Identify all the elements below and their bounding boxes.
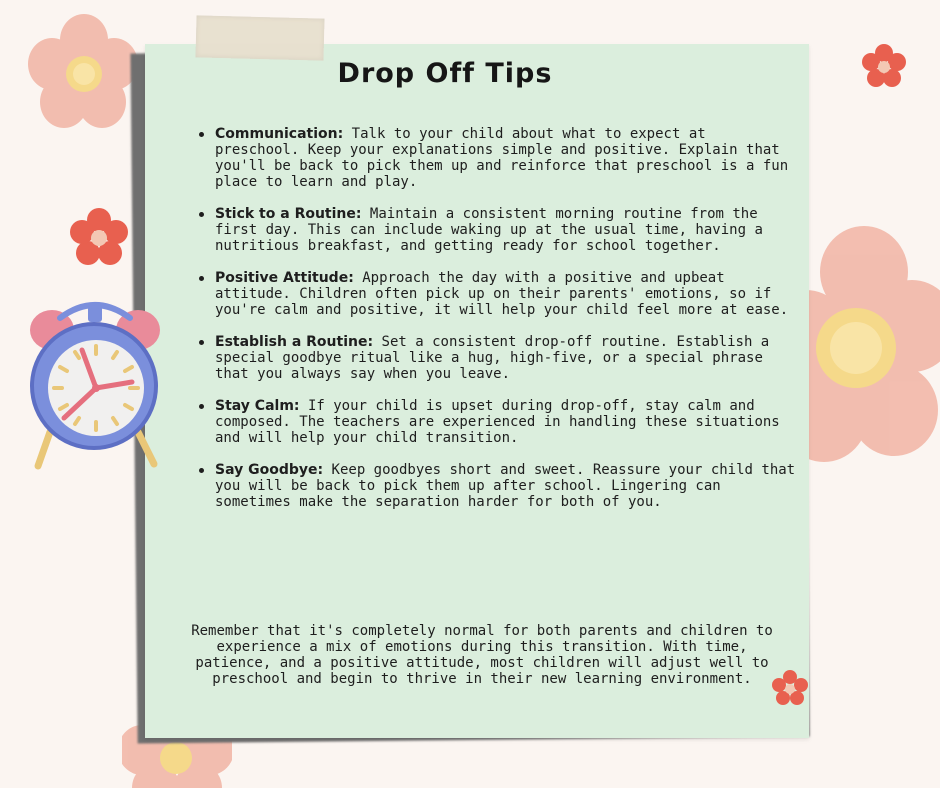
list-item bbox=[196, 334, 796, 382]
closing-paragraph: Remember that it's completely normal for both parents and children to experience a mix of emotions during this transition. With time, patience, and a positive attitude, most children will adjust well to preschool and begin to thrive in their new learning environment. bbox=[191, 623, 773, 687]
tip-heading: Stay Calm: bbox=[215, 398, 300, 414]
tip-heading: Establish a Routine: bbox=[215, 334, 374, 350]
page-title: Drop Off Tips bbox=[337, 58, 553, 89]
list-item bbox=[196, 206, 796, 254]
tip-text: Approach the day with a positive and upbeat attitude. Children often pick up on their parents' emotions, so if you're calm and positive, it will help your child feel more at ease. bbox=[215, 270, 789, 318]
tip-text: Keep goodbyes short and sweet. Reassure your child that you will be back to pick them up after school. Lingering can sometimes make the separation harder for both of you. bbox=[215, 462, 796, 510]
flower-icon-small-left bbox=[70, 208, 128, 266]
tip-text: If your child is upset during drop-off, stay calm and composed. The teachers are experienced in handling these situations and will help your child transition. bbox=[215, 398, 780, 446]
list-item bbox=[196, 398, 796, 446]
tape-strip bbox=[195, 15, 324, 60]
list-item bbox=[196, 462, 796, 510]
tip-text: Talk to your child about what to expect at preschool. Keep your explanations simple and positive. Explain that you'll be back to pick them up and reinforce that preschool is a fun place to learn and play. bbox=[215, 126, 789, 190]
alarm-clock-icon bbox=[20, 286, 170, 478]
tip-heading: Communication: bbox=[215, 126, 344, 142]
tip-text: Set a consistent drop-off routine. Establish a special goodbye ritual like a hug, high-five, or a special phrase that you always say when you leave. bbox=[215, 334, 770, 382]
tips-list bbox=[196, 126, 796, 526]
tip-heading: Say Goodbye: bbox=[215, 462, 324, 478]
tip-text: Maintain a consistent morning routine from the first day. This can include waking up at the usual time, having a nutritious breakfast, and getting ready for school together. bbox=[215, 206, 763, 254]
tip-heading: Stick to a Routine: bbox=[215, 206, 362, 222]
flower-icon-top-left bbox=[28, 14, 140, 132]
flower-icon-right-large bbox=[786, 226, 940, 470]
flower-icon-small-top-right bbox=[862, 44, 906, 88]
tip-heading: Positive Attitude: bbox=[215, 270, 354, 286]
list-item bbox=[196, 126, 796, 190]
list-item bbox=[196, 270, 796, 318]
